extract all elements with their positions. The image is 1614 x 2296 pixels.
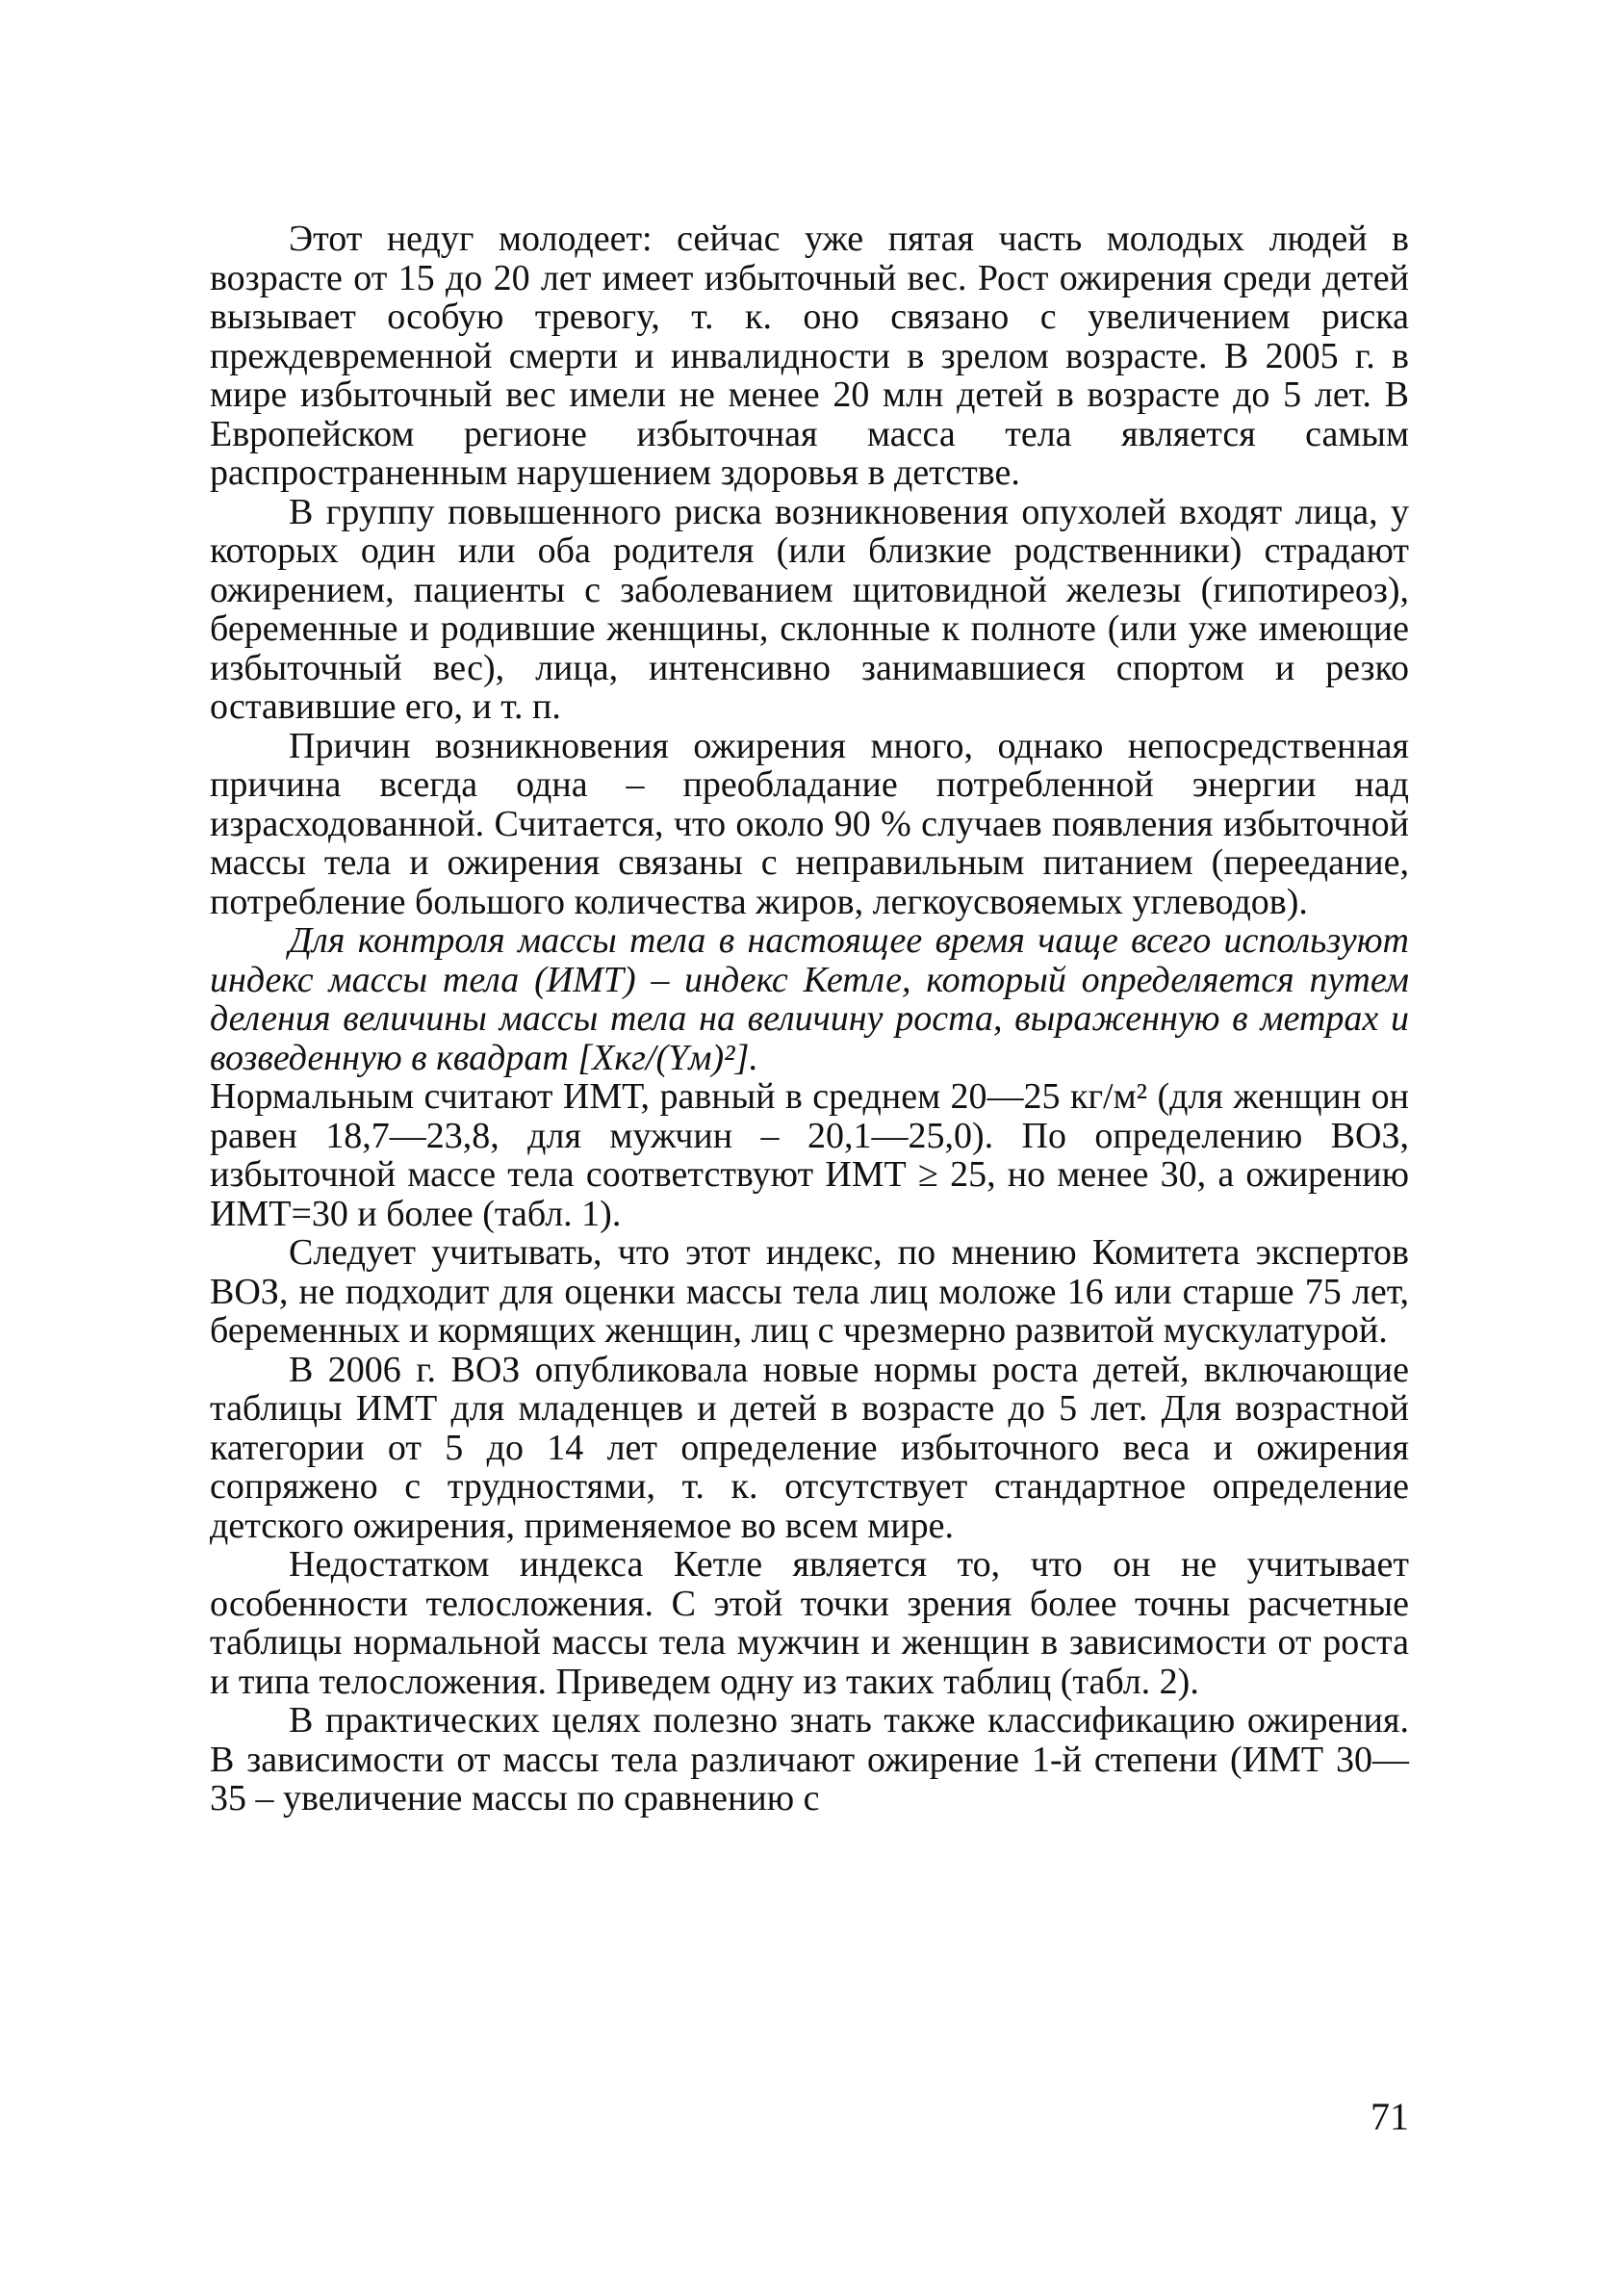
- paragraph-bmi-norms: Нормальным считают ИМТ, равный в среднем 20—25 кг/м² (для женщин он равен 18,7—23,8, для мужчин – 20,1—25,0). По определению ВОЗ, избыточной массе тела соответствуют ИМТ ≥ 25, но менее 30, а ожирению ИМТ=30 и более (табл. 1).: [210, 1076, 1409, 1234]
- paragraph-who-2006: В 2006 г. ВОЗ опубликовала новые нормы роста детей, включающие таблицы ИМТ для младенцев и детей в возрасте до 5 лет. Для возрастной категории от 5 до 14 лет определение избыточного веса и ожирения сопряжено с трудностями, т. к. отсутствует стандартное определение детского ожирения, применяемое во всем мире.: [210, 1349, 1409, 1546]
- paragraph-classification: В практических целях полезно знать также классификацию ожирения. В зависимости от массы тела различают ожирение 1-й степени (ИМТ 30—35 – увеличение массы по сравнению с: [210, 1700, 1409, 1819]
- paragraph-quetelet-drawback: Недостатком индекса Кетле является то, что он не учитывает особенности телосложения. С этой точки зрения более точны расчетные таблицы нормальной массы тела мужчин и женщин в зависимости от роста и типа телосложения. Приведем одну из таких таблиц (табл. 2).: [210, 1544, 1409, 1702]
- paragraph-causes: Причин возникновения ожирения много, однако непосредственная причина всегда одна – преобладание потребленной энергии над израсходованной. Считается, что около 90 % случаев появления избыточной массы тела и ожирения связаны с неправильным питанием (переедание, потребление большого количества жиров, легкоусвояемых углеводов).: [210, 725, 1409, 922]
- paragraph-bmi-limits: Следует учитывать, что этот индекс, по мнению Комитета экспертов ВОЗ, не подходит для оценки массы тела лиц моложе 16 или старше 75 лет, беременных и кормящих женщин, лиц с чрезмерно развитой мускулатурой.: [210, 1232, 1409, 1351]
- paragraph-bmi-definition: [210, 921, 1409, 1077]
- body-text: [210, 219, 1409, 1819]
- paragraph-youth-obesity: Этот недуг молодеет: сейчас уже пятая часть молодых людей в возрасте от 15 до 20 лет имеет избыточный вес. Рост ожирения среди детей вызывает особую тревогу, т. к. оно связано с увеличением риска преждевременной смерти и инвалидности в зрелом возрасте. В 2005 г. в мире избыточный вес имели не менее 20 млн детей в возрасте до 5 лет. В Европейском регионе избыточная масса тела является самым распространенным нарушением здоровья в детстве.: [210, 219, 1409, 493]
- bmi-definition-text: Для контроля массы тела в настоящее время чаще всего используют индекс массы тела (ИМТ) – индекс Кетле, который определяется путем деления величины массы тела на величину роста, выраженную в метрах и возведенную в квадрат [Xкг/(Yм)²].: [210, 920, 1409, 1078]
- paragraph-risk-group: В группу повышенного риска возникновения опухолей входят лица, у которых один или оба родителя (или близкие родственники) страдают ожирением, пациенты с заболеванием щитовидной железы (гипотиреоз), беременные и родившие женщины, склонные к полноте (или уже имеющие избыточный вес), лица, интенсивно занимавшиеся спортом и резко оставившие его, и т. п.: [210, 491, 1409, 727]
- page-number: 71: [1371, 2095, 1409, 2138]
